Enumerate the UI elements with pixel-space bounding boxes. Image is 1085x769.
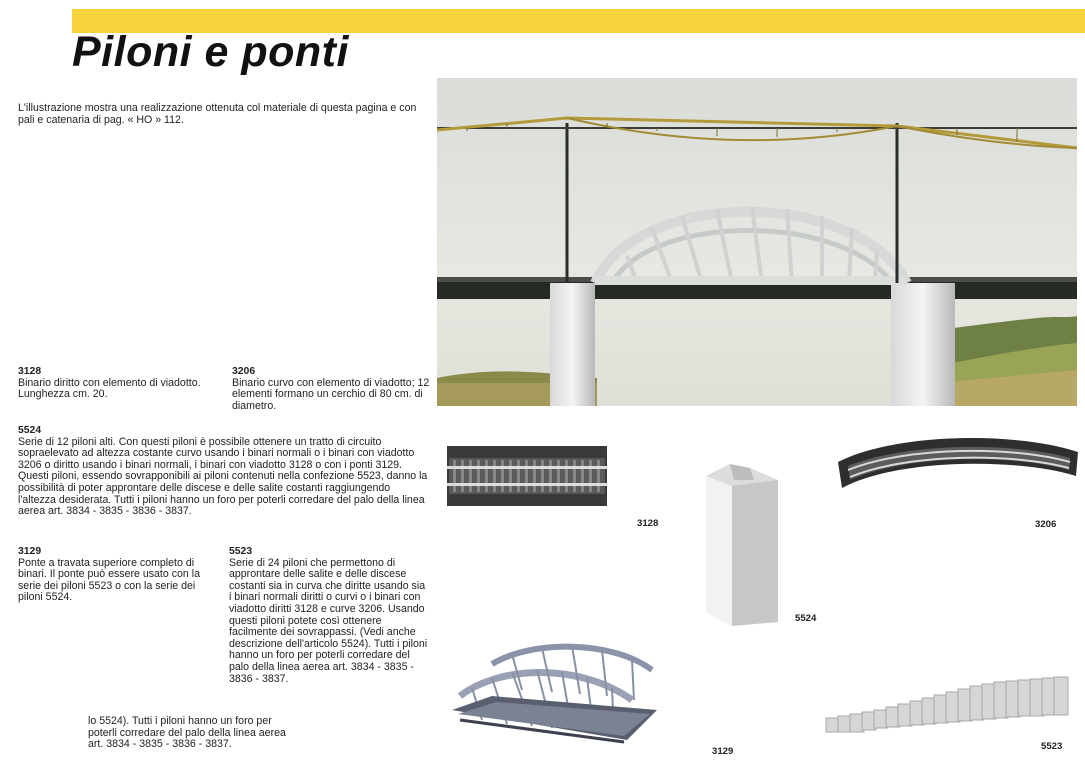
pillars-5523-image (822, 676, 1082, 740)
item-description: Serie di 12 piloni alti. Con questi piloni è possibile ottenere un tratto di circuito sopraelevato ad altezza costante curvo usando i binari normali o i binari con viadotto 3206 o diritto usando i binari normali, i binari con viadotto 3128 o con i ponti 3129. Questi piloni, essendo sovrapponibili ai piloni contenuti nella confezione 5523, danno la possibilità di poter approntare delle discese e delle salite costanti raggiungendo l'altezza desiderata. Tutti i piloni hanno un foro per poterli corredare del palo della linea aerea art. 3834 - 3835 - 3836 - 3837. (18, 435, 428, 518)
item-description: Binario curvo con elemento di viadotto; 12 elementi formano un cerchio di 80 cm. di diametro. (232, 376, 430, 412)
intro-text: L'illustrazione mostra una realizzazione ottenuta col materiale di questa pagina e con pali e catenaria di pag. « HO » 112. (18, 102, 417, 126)
item-3206 (232, 366, 432, 412)
caption-5524: 5524 (795, 613, 817, 624)
bridge-photograph (437, 78, 1077, 406)
caption-3128: 3128 (637, 518, 659, 529)
item-5523 (229, 546, 429, 685)
item-3129 (18, 546, 218, 604)
caption-3206: 3206 (1035, 519, 1057, 530)
caption-3129: 3129 (712, 746, 734, 757)
item-code: 5524 (18, 425, 42, 436)
caption-5523: 5523 (1041, 741, 1063, 752)
item-description: Ponte a travata superiore completo di binari. Il ponte può essere usato con la serie dei piloni 5523 o con la serie dei piloni 5524. (18, 556, 200, 604)
item-code: 3128 (18, 366, 42, 377)
pillar-5524-image (700, 462, 784, 628)
item-code: 5523 (229, 546, 253, 557)
continuation-text: lo 5524). Tutti i piloni hanno un foro per poterli corredare del palo della linea aerea art. 3834 - 3835 - 3836 - 3837. (88, 715, 286, 751)
item-description: Serie di 24 piloni che permettono di approntare delle salite e delle discese costanti sia in curva che diritte usando sia i binari normali diritti o curvi o i binari con viadotto diritti 3128 e curve 3206. Usando questi piloni potete così ottenere facilmente dei sovrappassi. (Vedi anche descrizione dell'articolo 5524). Tutti i piloni hanno un foro per poterli corredare del palo della linea aerea art. 3834 - 3835 - 3836 - 3837. (229, 556, 428, 685)
item-3128 (18, 366, 220, 401)
track-3128-image (447, 446, 607, 510)
item-code: 3129 (18, 546, 42, 557)
bridge-3129-image (452, 640, 657, 746)
page-title: Piloni e ponti (72, 28, 349, 76)
track-3206-image (838, 432, 1078, 502)
item-description: Binario diritto con elemento di viadotto. Lunghezza cm. 20. (18, 376, 201, 401)
item-code: 3206 (232, 366, 256, 377)
item-5524 (18, 425, 430, 518)
